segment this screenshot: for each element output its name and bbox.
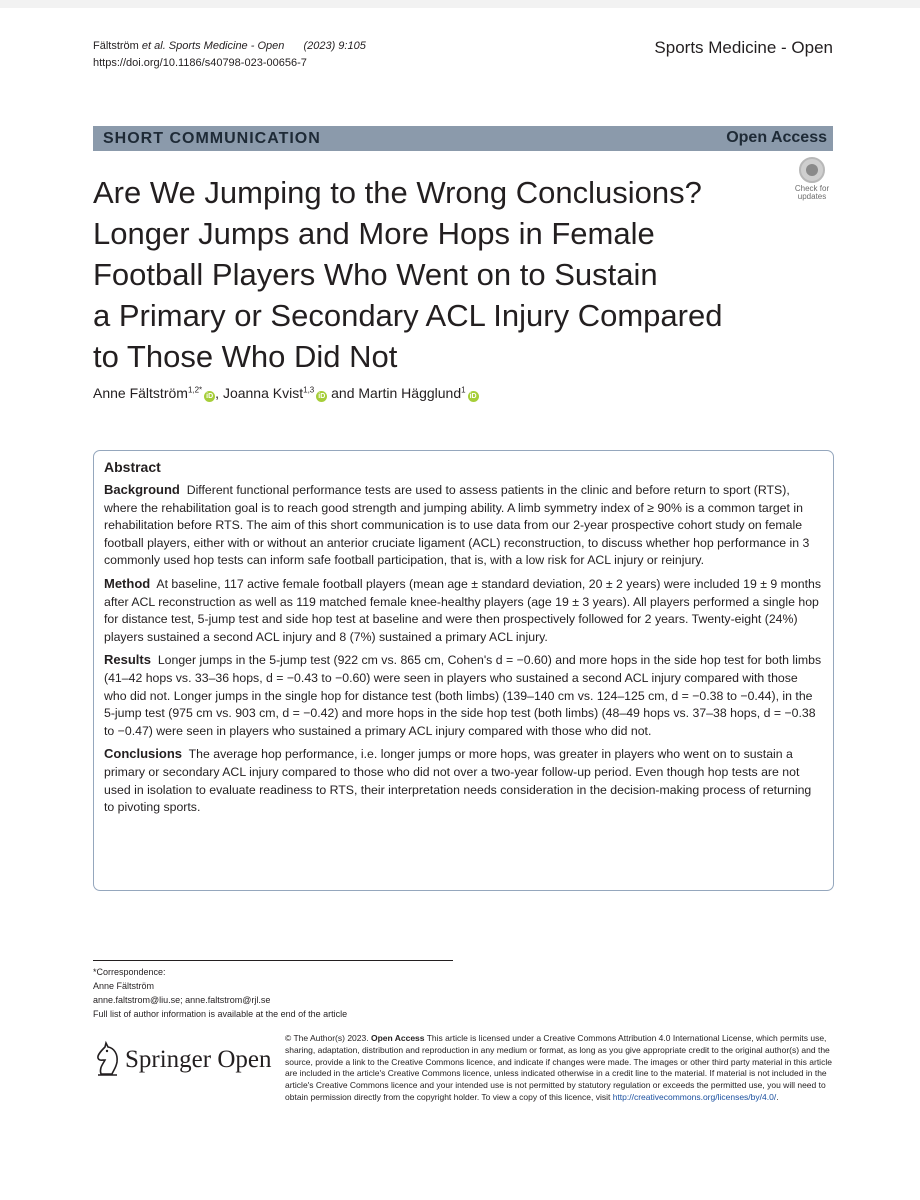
correspondence-name: Anne Fältström: [93, 981, 155, 991]
author-name: Joanna Kvist: [222, 385, 304, 401]
chess-knight-icon: [93, 1040, 123, 1078]
abstract-method: [104, 575, 823, 646]
publisher-name-springer: Springer: [125, 1046, 212, 1073]
section-label: Conclusions: [104, 746, 183, 762]
section-text: Longer jumps in the 5-jump test (922 cm vs. 865 cm, Cohen's d = −0.60) and more hops in the side hop test for both limbs (41–42 hops vs. 33–36 hops, d = −0.43 to −0.60) were seen in players who sustained a second ACL injury compared with those who did not. Longer jumps in the single hop for distance test (both limbs) (139–140 cm vs. 124–125 cm, d = −0.38 to −0.44), in the 5-jump test (975 cm vs. 903 cm, d = −0.42) and more hops in the side hop test (both limbs) (48–49 hops vs. 37–38 hops, d = −0.38 to −0.47) were seen in players who sustained a primary ACL injury compared with those who did not.: [104, 653, 822, 738]
author-info-note: Full list of author information is available at the end of the article: [93, 1009, 348, 1019]
section-label: Results: [104, 652, 151, 668]
check-updates-icon: [799, 157, 825, 183]
author-name: Martin Hägglund: [358, 385, 462, 401]
abstract-box: [93, 450, 834, 891]
section-text: At baseline, 117 active female football players (mean age ± standard deviation, 20 ± 2 years) were included 19 ± 9 months after ACL reconstruction as well as 119 matched female knee-healthy players (age 19 ± 3 years). All players performed a single hop for distance test, 5-jump test and side hop test at baseline and were then prospectively followed for 2 years. Twenty-eight (24%) players sustained a second ACL injury and 8 (7%) sustained a primary ACL injury.: [104, 576, 821, 644]
article-type: SHORT COMMUNICATION: [103, 130, 321, 147]
section-text: Different functional performance tests are used to assess patients in the clinic and before return to sport (RTS), where the rehabilitation goal is to reach good strength and jumping ability. A limb symmetry index of ≥ 90% is a common target in rehabilitation before RTS. The aim of this short communication is to use data from our 2-year prospective cohort study on female football players, either with or without an anterior cruciate ligament (ACL) reconstruction, to discuss whether hop performance in 3 commonly used hop tests can inform safe football participation, that is, with a low risk for ACL injury or reinjury.: [104, 483, 810, 568]
correspondence-label: *Correspondence:: [93, 967, 166, 977]
citation-journal: et al. Sports Medicine - Open: [141, 40, 285, 52]
correspondence-emails[interactable]: anne.faltstrom@liu.se; anne.faltstrom@rjl.se: [93, 995, 271, 1005]
doi-link[interactable]: https://doi.org/10.1186/s40798-023-00656-7: [93, 57, 307, 69]
author-separator: and: [327, 385, 359, 401]
title-line: Football Players Who Went on to Sustain: [93, 257, 658, 292]
section-label: Method: [104, 575, 151, 591]
author-affiliation: 1,3: [303, 385, 315, 395]
top-shade: [0, 0, 920, 8]
license-text: [285, 1033, 835, 1104]
license-lead: © The Author(s) 2023.: [285, 1033, 371, 1043]
title-line: to Those Who Did Not: [93, 339, 398, 374]
citation-volume: (2023) 9:105: [303, 40, 366, 52]
author-separator: ,: [215, 385, 223, 401]
orcid-icon[interactable]: iD: [318, 393, 326, 400]
author-affiliation: 1,2*: [187, 385, 203, 395]
citation-authors: [93, 40, 284, 52]
license-open-access: Open Access: [370, 1033, 425, 1043]
license-body: This article is licensed under a Creative Commons Attribution 4.0 International License, which permits use, sharing, adaptation, distribution and reproduction in any medium or format, as long as you give appropriate credit to the original author(s) and the source, provide a link to the Creative Commons licence, and indicate if changes were made. The images or other third party material in this article are included in the article's Creative Commons licence, unless indicated otherwise in a credit line to the material. If material is not included in the article's Creative Commons licence and your intended use is not permitted by statutory regulation or exceeds the permitted use, you will need to obtain permission directly from the copyright holder. To view a copy of this licence, visit: [285, 1033, 832, 1102]
abstract-background: [104, 481, 823, 570]
footnote-rule: [93, 960, 453, 961]
title-line: a Primary or Secondary ACL Injury Compared: [93, 298, 723, 333]
title-line: Longer Jumps and More Hops in Female: [93, 216, 655, 251]
license-end: .: [776, 1091, 779, 1102]
check-updates-line1: Check for: [794, 184, 830, 193]
license-link[interactable]: http://creativecommons.org/licenses/by/4.0/: [612, 1091, 777, 1102]
orcid-icon[interactable]: iD: [469, 393, 477, 400]
publisher-name: [125, 1046, 272, 1074]
title-line: Are We Jumping to the Wrong Conclusions?: [93, 175, 702, 210]
check-for-updates-badge[interactable]: [789, 155, 835, 201]
author-affiliation: 1: [461, 385, 466, 395]
section-label: Background: [104, 482, 180, 497]
author-name: Anne Fältström: [93, 385, 188, 401]
abstract-results: [104, 651, 823, 740]
orcid-icon[interactable]: iD: [206, 393, 214, 400]
author-list: [93, 385, 479, 402]
check-updates-line2: updates: [797, 192, 827, 201]
citation-block: [93, 38, 382, 72]
article-title: [93, 172, 783, 377]
abstract-conclusions: [104, 745, 823, 816]
journal-name: Sports Medicine - Open: [654, 38, 833, 57]
abstract-heading: Abstract: [104, 459, 161, 475]
citation-authors-text: Fältström: [93, 40, 142, 52]
article-type-banner: [93, 126, 833, 151]
correspondence-block: [93, 965, 347, 1021]
open-access-label: Open Access: [726, 129, 827, 146]
section-text: The average hop performance, i.e. longer jumps or more hops, was greater in players who went on to sustain a primary or secondary ACL injury compared to those who did not over a two-year follow-up period. Even though hop tests are not used in isolation to evaluate readiness to RTS, their interpretation needs consideration in the decision-making process of returning to pivoting sports.: [104, 747, 812, 815]
publisher-name-open: Open: [217, 1046, 272, 1073]
